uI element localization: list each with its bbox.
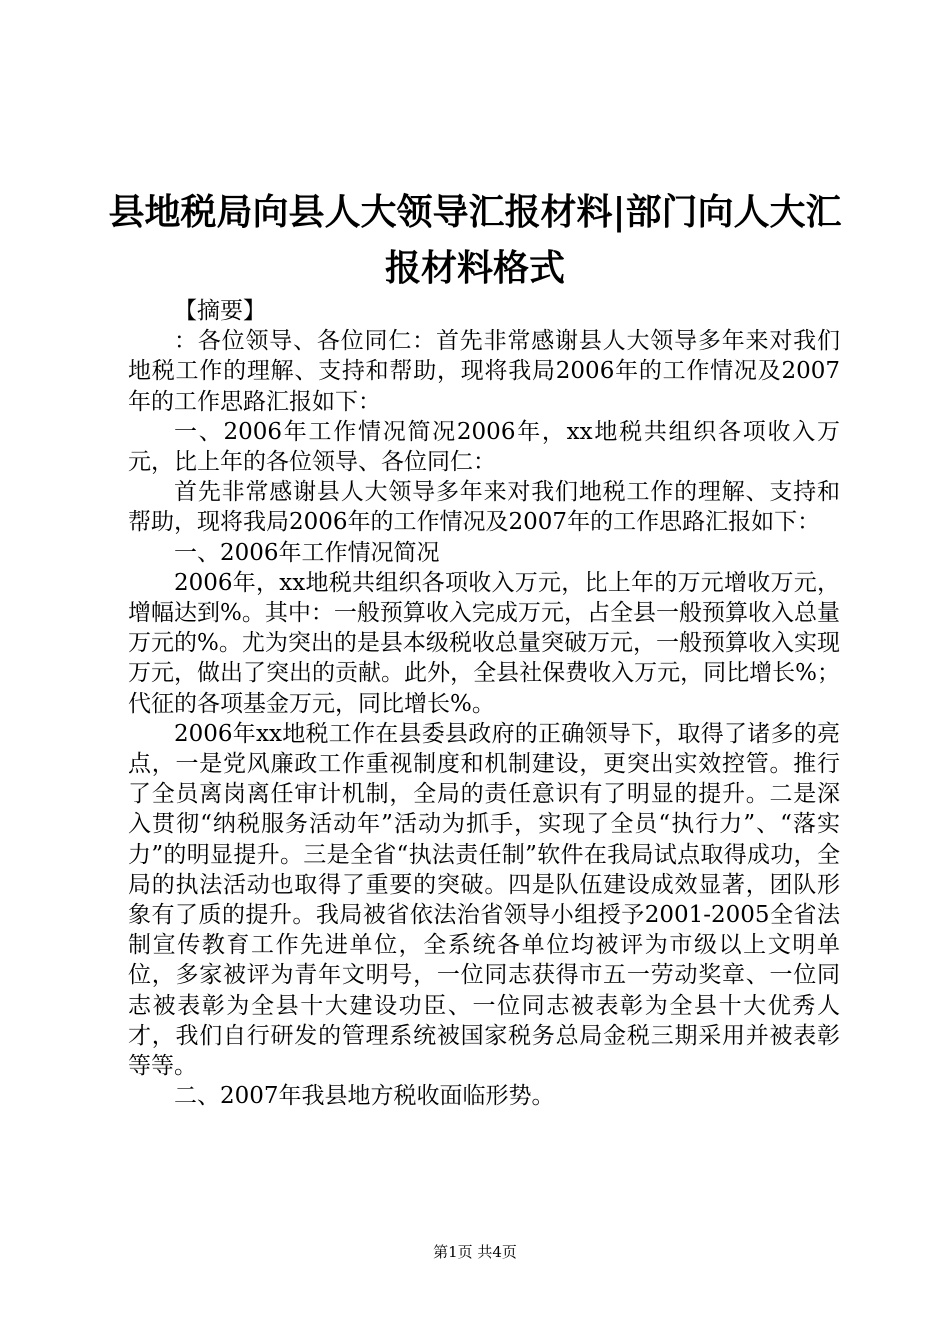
paragraph-thanks: 首先非常感谢县人大领导多年来对我们地税工作的理解、支持和帮助，现将我局2006年的工作情况及2007年的工作思路汇报如下：	[128, 479, 840, 536]
heading-section2: 二、2007年我县地方税收面临形势。	[174, 1083, 555, 1110]
abstract-label: 【摘要】	[174, 298, 266, 324]
paragraph-highlights: 2006年xx地税工作在县委县政府的正确领导下，取得了诸多的亮点，一是党风廉政工作重视制度和机制建设，更突出实效控管。推行了全员离岗离任审计机制，全局的责任意识有了明显的提升。二是深入贯彻“纳税服务活动年”活动为抓手，实现了全员“执行力”、“落实力”的明显提升。三是全省“执法责任制”软件在我局试点取得成功，全局的执法活动也取得了重要的突破。四是队伍建设成效显著，团队形象有了质的提升。我局被省依法治省领导小组授予2001-2005全省法制宣传教育工作先进单位，全系统各单位均被评为市级以上文明单位，多家被评为青年文明号，一位同志获得市五一劳动奖章、一位同志被表彰为全县十大建设功臣、一位同志被表彰为全县十大优秀人才，我们自行研发的管理系统被国家税务总局金税三期采用并被表彰等等。	[128, 720, 840, 1080]
paragraph-revenue: 2006年，xx地税共组织各项收入万元，比上年的万元增收万元，增幅达到%。其中：一般预算收入完成万元，占全县一般预算收入总量万元的%。尤为突出的是县本级税收总量突破万元，一般预算收入实现万元，做出了突出的贡献。此外，全县社保费收入万元，同比增长%；代征的各项基金万元，同比增长%。	[128, 569, 840, 717]
document-title: 县地税局向县人大领导汇报材料|部门向人大汇报材料格式	[108, 191, 842, 289]
document-body	[128, 296, 840, 1111]
heading-section1: 一、2006年工作情况简况	[174, 539, 440, 566]
paragraph-greeting: ：各位领导、各位同仁：首先非常感谢县人大领导多年来对我们地税工作的理解、支持和帮助，现将我局2006年的工作情况及2007年的工作思路汇报如下：	[128, 328, 840, 415]
page-footer: 第1页 共4页	[433, 1243, 517, 1261]
paragraph-section1-summary: 一、2006年工作情况简况2006年，xx地税共组织各项收入万元，比上年的各位领导、各位同仁：	[128, 418, 840, 476]
